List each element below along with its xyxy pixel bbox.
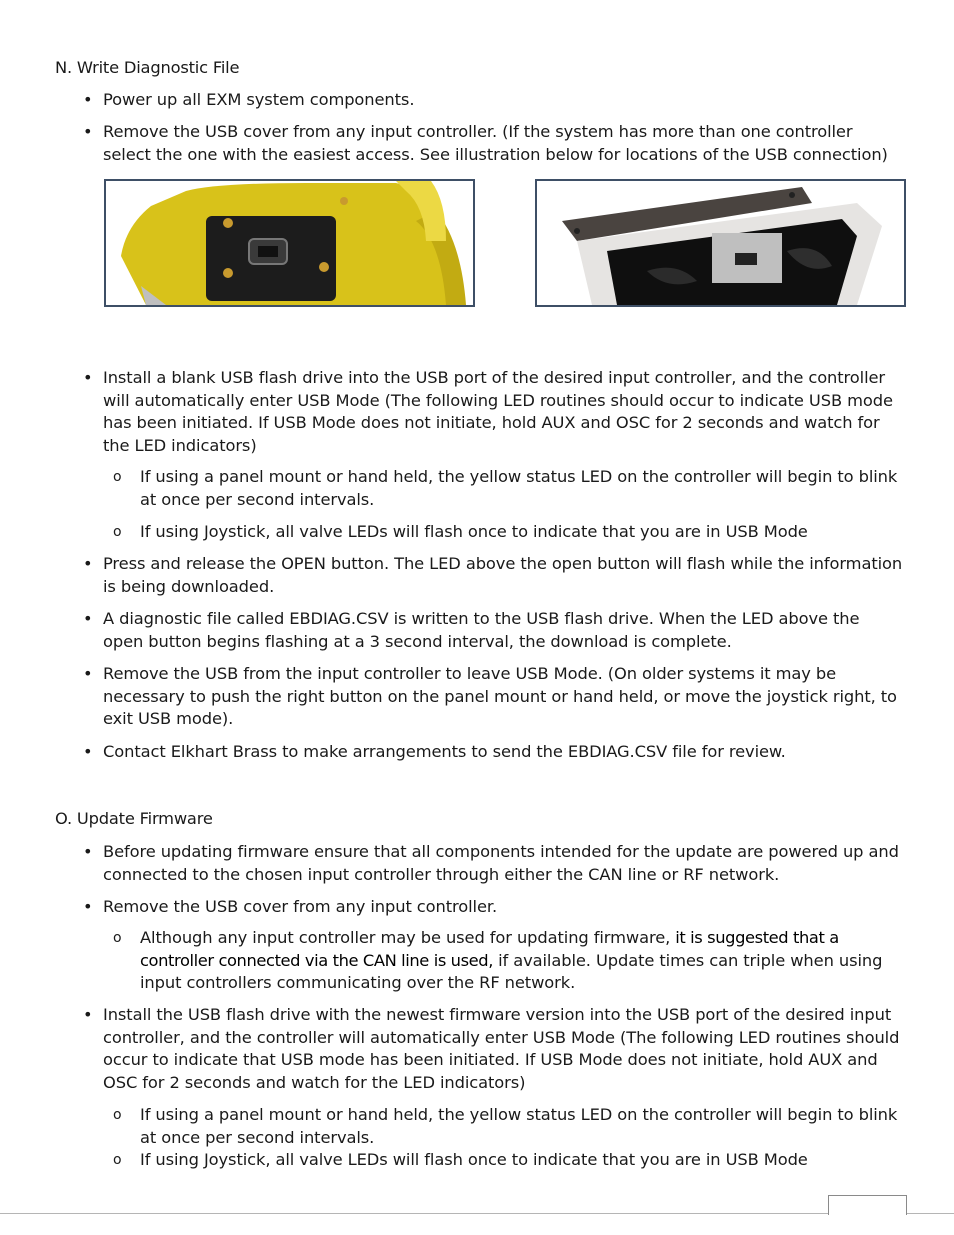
bullet-remove-cover: [83, 121, 903, 166]
page-number-tab: [828, 1195, 907, 1215]
bullet-marker: •: [83, 842, 93, 861]
bullet-marker: •: [83, 897, 93, 916]
bullet-marker: •: [83, 90, 93, 109]
sub-text-before: Although any input controller may be used for updating firmware,: [140, 928, 676, 947]
bullet-before-updating: [83, 841, 903, 886]
bullet-text: Contact Elkhart Brass to make arrangements to send the EBDIAG.CSV file for review.: [103, 742, 786, 761]
bullet-marker: •: [83, 368, 93, 387]
sub-text: If using a panel mount or hand held, the yellow status LED on the controller will begin to blink at once per second intervals.: [140, 1105, 898, 1147]
sub-joystick-led: [113, 521, 900, 544]
section-n-heading: N. Write Diagnostic File: [55, 58, 240, 77]
sub-marker: o: [113, 1152, 122, 1168]
sub-marker: o: [113, 469, 122, 485]
bullet-marker: •: [83, 554, 93, 573]
bullet-power-up: [83, 89, 903, 112]
sub-text-after: if available. Update times can triple when using input controllers communicating over the RF network.: [140, 950, 883, 993]
sub-text: If using Joystick, all valve LEDs will flash once to indicate that you are in USB Mode: [140, 1150, 808, 1169]
bullet-marker: •: [83, 742, 93, 761]
bullet-remove-cover-firmware: [83, 896, 903, 919]
bullet-press-open: [83, 553, 903, 598]
sub-joystick-led-firmware: [113, 1149, 900, 1172]
handheld-usb-illustration: [106, 181, 473, 305]
bullet-text: Before updating firmware ensure that all components intended for the update are powered up and connected to the chosen input controller through either the CAN line or RF network.: [103, 842, 899, 884]
bullet-install-firmware-usb: [83, 1004, 903, 1094]
bullet-install-blank-usb: [83, 367, 903, 457]
bullet-text: Install a blank USB flash drive into the USB port of the desired input controller, and the controller will automatically enter USB Mode (The following LED routines should occur to indicate USB mode has been initiated. If USB Mode does not initiate, hold AUX and OSC for 2 seconds and watch for the LED indicators): [103, 368, 893, 455]
bullet-marker: •: [83, 1005, 93, 1024]
sub-panel-mount-led: [113, 466, 900, 511]
sub-marker: o: [113, 524, 122, 540]
panel-mount-usb-photo: [535, 179, 906, 307]
bullet-text: A diagnostic file called EBDIAG.CSV is written to the USB flash drive. When the LED above the open button begins flashing at a 3 second interval, the download is complete.: [103, 609, 860, 651]
panel-mount-usb-illustration: [537, 181, 904, 305]
bullet-text: Remove the USB from the input controller to leave USB Mode. (On older systems it may be necessary to push the right button on the panel mount or hand held, or move the joystick right, to exit USB mode).: [103, 664, 897, 729]
bullet-marker: •: [83, 609, 93, 628]
bullet-remove-usb: [83, 663, 903, 731]
sub-marker: o: [113, 930, 122, 946]
sub-can-line-suggestion: [113, 927, 900, 995]
bullet-text: Install the USB flash drive with the newest firmware version into the USB port of the desired input controller, and the controller will automatically enter USB Mode (The following LED routines should occur to indicate that USB mode has been initiated. If USB Mode does not initiate, hold AUX and OSC for 2 seconds and watch for the LED indicators): [103, 1005, 900, 1092]
sub-panel-mount-led-firmware: [113, 1104, 900, 1149]
bullet-marker: •: [83, 664, 93, 683]
sub-marker: o: [113, 1107, 122, 1123]
bullet-marker: •: [83, 122, 93, 141]
handheld-usb-photo: [104, 179, 475, 307]
section-o-heading: O. Update Firmware: [55, 809, 213, 828]
bullet-diagnostic-file: [83, 608, 903, 653]
bullet-text: Power up all EXM system components.: [103, 90, 415, 109]
footer-rule: [0, 1213, 954, 1214]
bullet-contact-elkhart: [83, 741, 903, 764]
bullet-text: Remove the USB cover from any input controller.: [103, 897, 498, 916]
sub-text: If using a panel mount or hand held, the yellow status LED on the controller will begin to blink at once per second intervals.: [140, 467, 898, 509]
bullet-text: Press and release the OPEN button. The LED above the open button will flash while the information is being downloaded.: [103, 554, 903, 596]
sub-text: If using Joystick, all valve LEDs will flash once to indicate that you are in USB Mode: [140, 522, 808, 541]
sub-text-emphasis: it is suggested that a controller connected via the CAN line is used,: [140, 928, 839, 970]
bullet-text: Remove the USB cover from any input controller. (If the system has more than one controller select the one with the easiest access. See illustration below for locations of the USB connection): [103, 122, 888, 164]
